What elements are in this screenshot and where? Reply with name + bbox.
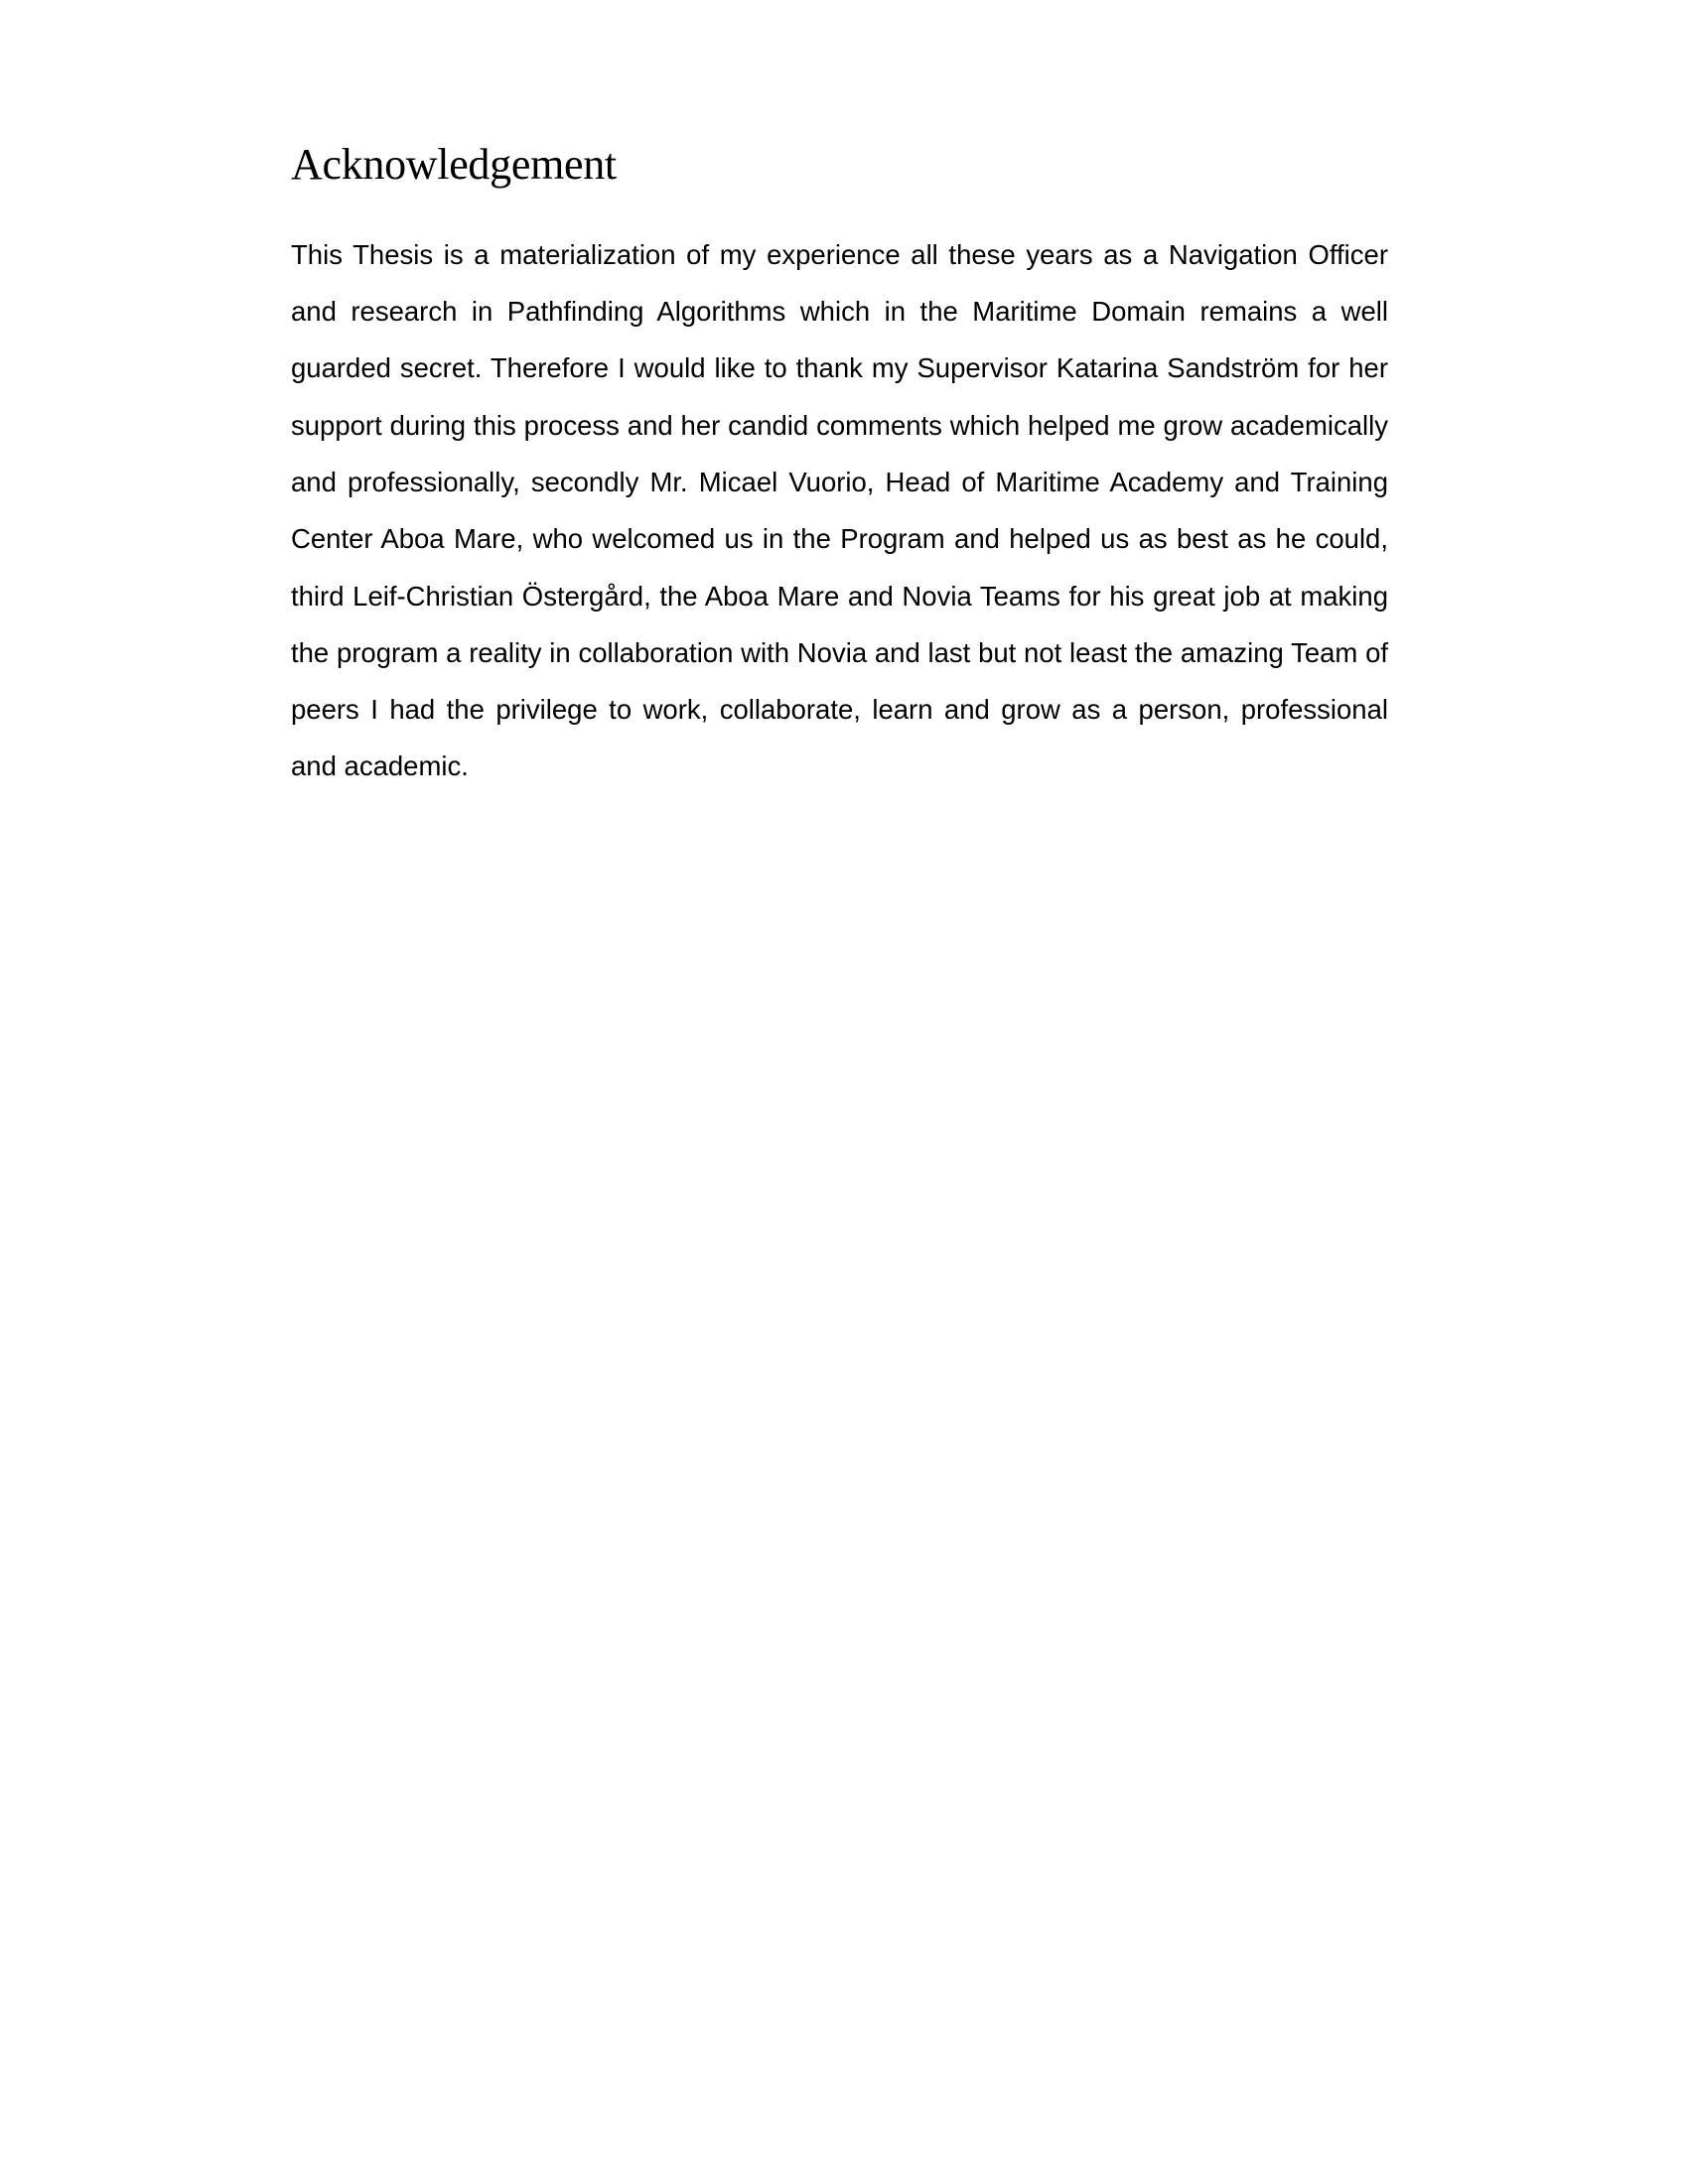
page-heading: Acknowledgement [291,140,617,189]
page-content [291,139,1388,795]
acknowledgement-paragraph: This Thesis is a materialization of my experience all these years as a Navigation Officer and research in Pathfinding Algorithms which in the Maritime Domain remains a well guarded secret. Therefore I would like to thank my Supervisor Katarina Sandström for her support during this process and her candid comments which helped me grow academically and professionally, secondly Mr. Micael Vuorio, Head of Maritime Academy and Training Center Aboa Mare, who welcomed us in the Program and helped us as best as he could, third Leif-Christian Östergård, the Aboa Mare and Novia Teams for his great job at making the program a reality in collaboration with Novia and last but not least the amazing Team of peers I had the privilege to work, collaborate, learn and grow as a person, professional and academic. [291,238,1388,782]
